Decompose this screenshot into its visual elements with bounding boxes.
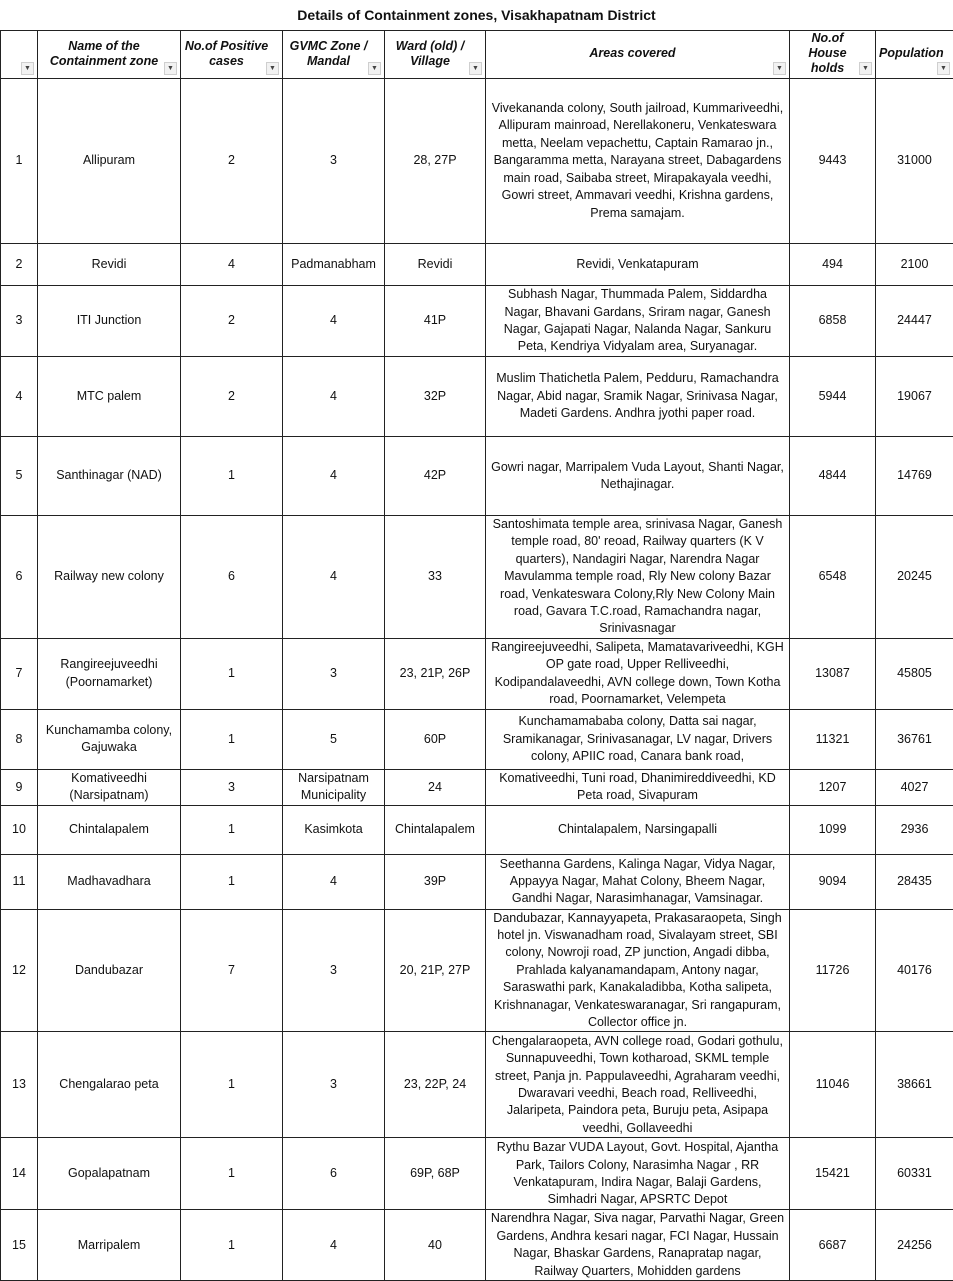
zone-name-cell: Santhinagar (NAD) — [38, 437, 181, 516]
ward-cell: 33 — [385, 516, 486, 639]
areas-covered-text: Narendhra Nagar, Siva nagar, Parvathi Nagar, Green Gardens, Andhra kesari nagar, FCI Nagar, Hussain Nagar, Bhaskar Gardens, Ranapratap nagar, Railway Quarters, Mohidden gardens — [490, 1210, 785, 1280]
areas-covered-cell — [486, 437, 790, 516]
zone-name-cell: Revidi — [38, 244, 181, 286]
households-cell: 9443 — [790, 79, 876, 244]
ward-cell: 40 — [385, 1210, 486, 1281]
households-cell: 5944 — [790, 357, 876, 437]
serial-number-cell: 11 — [1, 854, 38, 909]
households-cell: 6858 — [790, 286, 876, 357]
column-header-label: Areas covered — [489, 46, 786, 61]
positive-cases-cell: 1 — [181, 1210, 283, 1281]
population-cell: 38661 — [876, 1032, 953, 1138]
areas-covered-text: Chintalapalem, Narsingapalli — [490, 821, 785, 838]
zone-name-cell: Kunchamamba colony, Gajuwaka — [38, 709, 181, 769]
areas-covered-text: Subhash Nagar, Thummada Palem, Siddardha Nagar, Bhavani Gardans, Sriram nagar, Ganesh Nagar, Gajapati Nagar, Nalanda Nagar, Sankuru Peta, Kendriya Vidyalam area, Suryanagar. — [490, 286, 785, 356]
areas-covered-cell — [486, 516, 790, 639]
column-header — [38, 31, 181, 79]
positive-cases-cell: 1 — [181, 805, 283, 854]
column-header — [876, 31, 953, 79]
population-cell: 20245 — [876, 516, 953, 639]
positive-cases-cell: 1 — [181, 437, 283, 516]
serial-number-cell: 1 — [1, 79, 38, 244]
areas-covered-text: Seethanna Gardens, Kalinga Nagar, Vidya Nagar, Appayya Nagar, Mahat Colony, Bheem Nagar, Gandhi Nagar, Narasimhanagar, Vamsinagar. — [490, 856, 785, 908]
zone-name-cell: MTC palem — [38, 357, 181, 437]
column-header-label: GVMC Zone / Mandal — [286, 39, 381, 69]
column-header-label: Ward (old) / Village — [388, 39, 482, 69]
table-row — [1, 79, 953, 244]
households-cell: 11321 — [790, 709, 876, 769]
positive-cases-cell: 2 — [181, 357, 283, 437]
positive-cases-cell: 1 — [181, 1032, 283, 1138]
positive-cases-cell: 4 — [181, 244, 283, 286]
areas-covered-cell — [486, 1210, 790, 1281]
serial-number-cell: 3 — [1, 286, 38, 357]
filter-dropdown-icon[interactable]: ▼ — [266, 62, 279, 75]
positive-cases-cell: 1 — [181, 638, 283, 709]
areas-covered-cell — [486, 709, 790, 769]
households-cell: 9094 — [790, 854, 876, 909]
population-cell: 2936 — [876, 805, 953, 854]
population-cell: 31000 — [876, 79, 953, 244]
zone-name-cell: Rangireejuveedhi (Poornamarket) — [38, 638, 181, 709]
ward-cell: 23, 22P, 24 — [385, 1032, 486, 1138]
areas-covered-text: Vivekananda colony, South jailroad, Kummariveedhi, Allipuram mainroad, Nerellakoneru, Venkateswara metta, Neelam vepachettu, Captain Ramarao jn., Bangaramma metta, Narayana street, Dabagardens main road, Saibaba street, Mirapakayala veedhi, Gowri street, Ammavari veedhi, Krishna gardens, Prema samajam. — [490, 100, 785, 222]
gvmc-zone-cell: 4 — [283, 357, 385, 437]
column-header — [283, 31, 385, 79]
serial-number-cell: 4 — [1, 357, 38, 437]
ward-cell: Chintalapalem — [385, 805, 486, 854]
areas-covered-cell — [486, 805, 790, 854]
households-cell: 13087 — [790, 638, 876, 709]
gvmc-zone-cell: 3 — [283, 638, 385, 709]
population-cell: 24447 — [876, 286, 953, 357]
ward-cell: 28, 27P — [385, 79, 486, 244]
ward-cell: 20, 21P, 27P — [385, 909, 486, 1032]
table-row — [1, 244, 953, 286]
gvmc-zone-cell: 3 — [283, 909, 385, 1032]
households-cell: 494 — [790, 244, 876, 286]
table-body — [1, 79, 953, 1281]
ward-cell: 39P — [385, 854, 486, 909]
areas-covered-text: Muslim Thatichetla Palem, Pedduru, Ramachandra Nagar, Abid nagar, Sramik Nagar, Srinivasa Nagar, Madeti Gardens. Andhra jyothi paper road. — [490, 370, 785, 422]
areas-covered-cell — [486, 244, 790, 286]
population-cell: 28435 — [876, 854, 953, 909]
population-cell: 60331 — [876, 1138, 953, 1210]
positive-cases-cell: 1 — [181, 1138, 283, 1210]
areas-covered-text: Komativeedhi, Tuni road, Dhanimireddiveedhi, KD Peta road, Sivapuram — [490, 770, 785, 805]
households-cell: 6548 — [790, 516, 876, 639]
table-row — [1, 709, 953, 769]
ward-cell: 42P — [385, 437, 486, 516]
areas-covered-cell — [486, 854, 790, 909]
table-row — [1, 286, 953, 357]
filter-dropdown-icon[interactable]: ▼ — [937, 62, 950, 75]
zone-name-cell: ITI Junction — [38, 286, 181, 357]
population-cell: 2100 — [876, 244, 953, 286]
households-cell: 6687 — [790, 1210, 876, 1281]
positive-cases-cell: 2 — [181, 79, 283, 244]
zone-name-cell: Marripalem — [38, 1210, 181, 1281]
ward-cell: 24 — [385, 769, 486, 805]
gvmc-zone-cell: 4 — [283, 516, 385, 639]
areas-covered-text: Rythu Bazar VUDA Layout, Govt. Hospital, Ajantha Park, Tailors Colony, Narasimha Nagar , RR Venkatapuram, Indira Nagar, Balaji Gardens, Simhadri Nagar, APSRTC Depot — [490, 1139, 785, 1209]
population-cell: 4027 — [876, 769, 953, 805]
filter-dropdown-icon[interactable]: ▼ — [368, 62, 381, 75]
areas-covered-text: Chengalaraopeta, AVN college road, Godari gothulu, Sunnapuveedhi, Town kotharoad, SKML temple street, Panja jn. Pappulaveedhi, Agraharam veedhi, Dwaravari veedhi, Beach road, Relliveedhi, Jalaripeta, Paindora peta, Buruju peta, Asipapa veedhi, Gollaveedhi — [490, 1033, 785, 1137]
column-header — [385, 31, 486, 79]
areas-covered-cell — [486, 286, 790, 357]
zone-name-cell: Chintalapalem — [38, 805, 181, 854]
zone-name-cell: Chengalarao peta — [38, 1032, 181, 1138]
table-row — [1, 516, 953, 639]
areas-covered-text: Kunchamamababa colony, Datta sai nagar, Sramikanagar, Srinivasanagar, LV nagar, Drivers colony, APIIC road, Canara bank road, — [490, 713, 785, 765]
serial-number-cell: 12 — [1, 909, 38, 1032]
positive-cases-cell: 1 — [181, 709, 283, 769]
population-cell: 45805 — [876, 638, 953, 709]
zone-name-cell: Railway new colony — [38, 516, 181, 639]
positive-cases-cell: 3 — [181, 769, 283, 805]
serial-number-cell: 7 — [1, 638, 38, 709]
gvmc-zone-cell: 6 — [283, 1138, 385, 1210]
table-row — [1, 1032, 953, 1138]
column-header-label: Population — [879, 46, 950, 61]
serial-number-cell: 15 — [1, 1210, 38, 1281]
population-cell: 24256 — [876, 1210, 953, 1281]
areas-covered-cell — [486, 638, 790, 709]
zone-name-cell: Madhavadhara — [38, 854, 181, 909]
areas-covered-cell — [486, 909, 790, 1032]
gvmc-zone-cell: 4 — [283, 854, 385, 909]
column-header — [486, 31, 790, 79]
page-title: Details of Containment zones, Visakhapatnam District — [0, 0, 953, 30]
serial-number-cell: 10 — [1, 805, 38, 854]
serial-number-cell: 2 — [1, 244, 38, 286]
gvmc-zone-cell: 5 — [283, 709, 385, 769]
population-cell: 19067 — [876, 357, 953, 437]
areas-covered-text: Rangireejuveedhi, Salipeta, Mamatavariveedhi, KGH OP gate road, Upper Relliveedhi, Kodipandalaveedhi, AVN college down, Town Kotha road, Poornamarket, Velempeta — [490, 639, 785, 709]
column-header-label: Name of the Containment zone — [41, 39, 177, 69]
households-cell: 4844 — [790, 437, 876, 516]
table-row — [1, 437, 953, 516]
column-header — [790, 31, 876, 79]
filter-dropdown-icon[interactable]: ▼ — [773, 62, 786, 75]
serial-number-cell: 9 — [1, 769, 38, 805]
households-cell: 1099 — [790, 805, 876, 854]
ward-cell: 60P — [385, 709, 486, 769]
table-row — [1, 854, 953, 909]
table-row — [1, 357, 953, 437]
households-cell: 15421 — [790, 1138, 876, 1210]
gvmc-zone-cell: 4 — [283, 1210, 385, 1281]
zone-name-cell: Dandubazar — [38, 909, 181, 1032]
ward-cell: 69P, 68P — [385, 1138, 486, 1210]
households-cell: 1207 — [790, 769, 876, 805]
areas-covered-text: Dandubazar, Kannayyapeta, Prakasaraopeta, Singh hotel jn. Viswanadham road, Sivalayam street, SBI colony, Nowroji road, ZP junction, Angadi dibba, Prahlada kalyanamandapam, Antony nagar, Saraswathi park, Kanakaladibba, Kotha salipeta, Krishnanagar, Venkateswaranagar, Sri rangapuram, Collector office jn. — [490, 910, 785, 1032]
header-row — [1, 31, 953, 79]
areas-covered-cell — [486, 769, 790, 805]
ward-cell: 41P — [385, 286, 486, 357]
containment-zones-table — [0, 30, 953, 1281]
column-header-label: No.of Positive cases — [184, 39, 279, 69]
serial-number-cell: 8 — [1, 709, 38, 769]
gvmc-zone-cell: 4 — [283, 437, 385, 516]
table-row — [1, 1138, 953, 1210]
gvmc-zone-cell: Narsipatnam Municipality — [283, 769, 385, 805]
areas-covered-text: Santoshimata temple area, srinivasa Nagar, Ganesh temple road, 80' reoad, Railway quarters (K V quarters), Nandagiri Nagar, Narendra Nagar Mavulamma temple road, Rly New colony Bazar road, Venkateswara Colony,Rly New Colony Main road, Gavara T.C.road, Ramachandra nagar, Srinivasnagar — [490, 516, 785, 638]
column-header — [1, 31, 38, 79]
positive-cases-cell: 2 — [181, 286, 283, 357]
ward-cell: 23, 21P, 26P — [385, 638, 486, 709]
serial-number-cell: 5 — [1, 437, 38, 516]
serial-number-cell: 13 — [1, 1032, 38, 1138]
table-row — [1, 909, 953, 1032]
table-row — [1, 805, 953, 854]
filter-dropdown-icon[interactable]: ▼ — [164, 62, 177, 75]
gvmc-zone-cell: 4 — [283, 286, 385, 357]
filter-dropdown-icon[interactable]: ▼ — [21, 62, 34, 75]
households-cell: 11046 — [790, 1032, 876, 1138]
gvmc-zone-cell: 3 — [283, 79, 385, 244]
serial-number-cell: 14 — [1, 1138, 38, 1210]
population-cell: 14769 — [876, 437, 953, 516]
table-row — [1, 769, 953, 805]
ward-cell: 32P — [385, 357, 486, 437]
positive-cases-cell: 1 — [181, 854, 283, 909]
population-cell: 36761 — [876, 709, 953, 769]
areas-covered-cell — [486, 1032, 790, 1138]
column-header-label: No.of House holds — [793, 31, 872, 76]
table-row — [1, 1210, 953, 1281]
areas-covered-text: Revidi, Venkatapuram — [490, 256, 785, 273]
areas-covered-cell — [486, 79, 790, 244]
gvmc-zone-cell: Kasimkota — [283, 805, 385, 854]
gvmc-zone-cell: 3 — [283, 1032, 385, 1138]
filter-dropdown-icon[interactable]: ▼ — [859, 62, 872, 75]
zone-name-cell: Allipuram — [38, 79, 181, 244]
households-cell: 11726 — [790, 909, 876, 1032]
areas-covered-cell — [486, 1138, 790, 1210]
areas-covered-text: Gowri nagar, Marripalem Vuda Layout, Shanti Nagar, Nethajinagar. — [490, 459, 785, 494]
filter-dropdown-icon[interactable]: ▼ — [469, 62, 482, 75]
gvmc-zone-cell: Padmanabham — [283, 244, 385, 286]
column-header — [181, 31, 283, 79]
positive-cases-cell: 6 — [181, 516, 283, 639]
zone-name-cell: Komativeedhi (Narsipatnam) — [38, 769, 181, 805]
positive-cases-cell: 7 — [181, 909, 283, 1032]
ward-cell: Revidi — [385, 244, 486, 286]
population-cell: 40176 — [876, 909, 953, 1032]
areas-covered-cell — [486, 357, 790, 437]
serial-number-cell: 6 — [1, 516, 38, 639]
table-row — [1, 638, 953, 709]
zone-name-cell: Gopalapatnam — [38, 1138, 181, 1210]
